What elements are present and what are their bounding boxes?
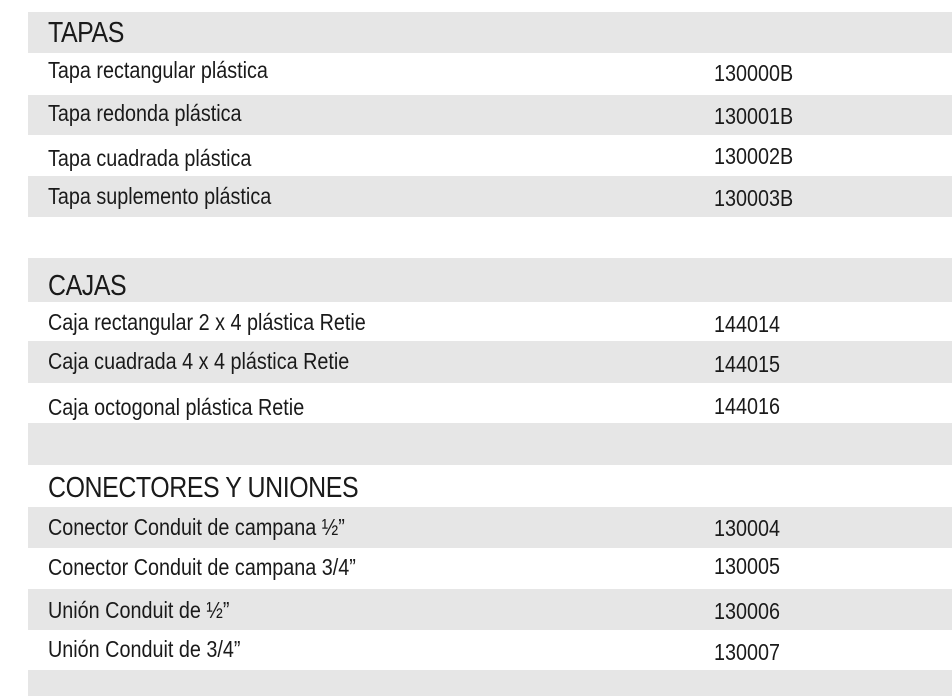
section-title-cajas: CAJAS [48, 270, 127, 302]
item-name: Tapa rectangular plástica [48, 57, 268, 83]
item-name: Unión Conduit de 3/4” [48, 636, 241, 662]
item-name: Tapa suplemento plástica [48, 183, 272, 209]
item-code: 130003B [714, 185, 794, 211]
section-header-band [28, 258, 952, 302]
row-band [28, 423, 952, 465]
item-name: Unión Conduit de ½” [48, 597, 230, 623]
section-header-band [28, 12, 952, 53]
item-code: 130006 [714, 598, 781, 624]
item-code: 144015 [714, 351, 781, 377]
item-code: 130004 [714, 515, 781, 541]
item-name: Caja rectangular 2 x 4 plástica Retie [48, 309, 366, 335]
item-code: 130007 [714, 639, 781, 665]
section-title-tapas: TAPAS [48, 17, 124, 49]
item-code: 130000B [714, 60, 794, 86]
section-title-conectores: CONECTORES Y UNIONES [48, 472, 359, 504]
item-code: 144014 [714, 311, 781, 337]
item-name: Conector Conduit de campana 3/4” [48, 554, 356, 580]
item-name: Conector Conduit de campana ½” [48, 514, 345, 540]
item-name: Caja cuadrada 4 x 4 plástica Retie [48, 348, 350, 374]
row-band [28, 670, 952, 696]
item-code: 144016 [714, 393, 781, 419]
item-name: Tapa cuadrada plástica [48, 145, 252, 171]
item-code: 130001B [714, 103, 794, 129]
item-code: 130005 [714, 553, 781, 579]
item-name: Tapa redonda plástica [48, 100, 242, 126]
item-name: Caja octogonal plástica Retie [48, 394, 305, 420]
item-code: 130002B [714, 143, 794, 169]
